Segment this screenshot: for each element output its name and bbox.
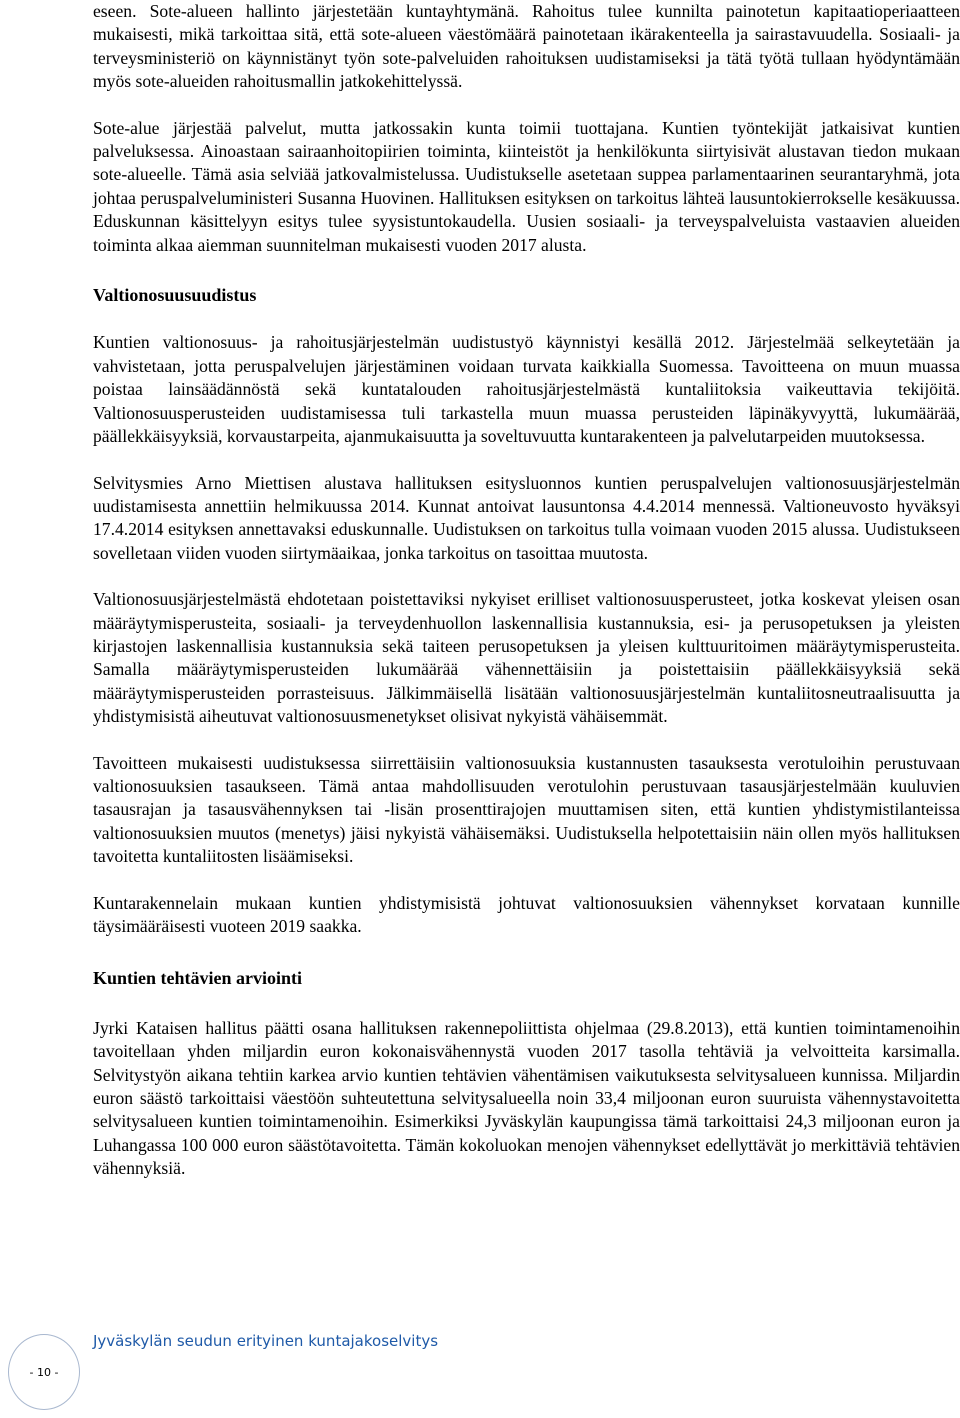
paragraph: eseen. Sote-alueen hallinto järjestetään kuntayhtymänä. Rahoitus tulee kunnilta painotetun kapitaatioperiaatteen mukaisesti, mikä tarkoittaa sitä, että sote-alueen väestömäärä painotetaan ikärakenteella ja sairastavuudella. Sosiaali- ja terveysministeriö on käynnistänyt työn sote-palveluiden rahoituksen uudistamiseksi ja tätä työtä tullaan hyödyntämään myös sote-alueiden rahoitusmallin jatkokehittelyssä. (93, 1, 960, 92)
page-number: - 10 - (29, 1365, 59, 1379)
paragraph: Kuntarakennelain mukaan kuntien yhdistymisistä johtuvat valtionosuuksien vähennykset korvataan kunnille täysimääräisesti vuoteen 2019 saakka. (93, 892, 960, 936)
section-heading-valtionosuusuudistus: Valtionosuusuudistus (93, 285, 257, 306)
section-heading-kuntien-tehtavien-arviointi: Kuntien tehtävien arviointi (93, 968, 303, 989)
paragraph: Sote-alue järjestää palvelut, mutta jatkossakin kunta toimii tuottajana. Kuntien työntekijät jatkaisivat kuntien palveluksessa. Ainoastaan sairaanhoitopiirien toiminta, kiinteistöt ja henkilökunta siirtyisivät alustavan tiedon mukaan sote-alueelle. Tämä asia selviää jatkovalmistelussa. Uudistukselle asetetaan suppea parlamentaarinen seurantaryhmä, jota johtaa peruspalveluministeri Susanna Huovinen. Hallituksen esityksen on tarkoitus lähteä lausuntokierrokselle kesäkuussa. Eduskunnan käsittelyyn esitys tulee syysistuntokaudella. Uusien sosiaali- ja terveyspalveluista vastaavien alueiden toiminta alkaa aiemman suunnitelman mukaisesti vuoden 2017 alusta. (93, 117, 960, 255)
paragraph: Valtionosuusjärjestelmästä ehdotetaan poistettaviksi nykyiset erilliset valtionosuusperusteet, jotka koskevat yleisen osan määräytymisperusteita, sosiaali- ja terveydenhuollon laskennallisia kustannuksia, esi- ja perusopetuksen ja yleisten kirjastojen laskennallisia kustannuksia sekä taiteen perusopetuksen ja yleisen kulttuuritoimen määräytymisperusteita. Samalla määräytymisperusteiden lukumäärää vähennettäisiin ja poistettaisiin päällekkäisyyksiä sekä määräytymisperusteiden porrasteisuus. Jälkimmäisellä lisätään valtionosuusjärjestelmän kuntaliitosneutraalisuutta ja yhdistymisistä aiheutuvat valtionosuusmenetykset olisivat nykyistä vähäisemmät. (93, 589, 960, 727)
paragraph: Selvitysmies Arno Miettisen alustava hallituksen esitysluonnos kuntien peruspalvelujen valtionosuusjärjestelmän uudistamisesta annettiin helmikuussa 2014. Kunnat antoivat lausuntonsa 4.4.2014 mennessä. Valtioneuvosto hyväksyi 17.4.2014 esityksen annettavaksi eduskunnalle. Uudistuksen on tarkoitus tulla voimaan vuoden 2015 alussa. Uudistukseen sovelletaan viiden vuoden siirtymäaikaa, jonka tarkoitus on tasoittaa muutosta. (93, 472, 960, 563)
paragraph: Kuntien valtionosuus- ja rahoitusjärjestelmän uudistustyö käynnistyi kesällä 2012. Järjestelmää selkeytetään ja vahvistetaan, jotta peruspalvelujen järjestäminen voidaan turvata kaikkialla Suomessa. Tavoitteena on muun muassa poistaa lainsäädännöstä sekä kuntatalouden rahoitusjärjestelmästä kuntaliitoksia vaikeuttavia tekijöitä. Valtionosuusperusteiden uudistamisessa tuli tarkastella muun muassa perusteiden läpinäkyvyyttä, lukumäärää, päällekkäisyyksiä, korvaustarpeita, ajanmukaisuutta ja soveltuvuutta kuntarakenteen ja palvelutarpeiden muutoksessa. (93, 332, 960, 447)
paragraph: Jyrki Kataisen hallitus päätti osana hallituksen rakennepoliittista ohjelmaa (29.8.2013), että kuntien toimintamenoihin tavoitellaan yhden miljardin euron kokonaisvähennystä vuoden 2017 tasolla tehtäviä ja velvoitteita karsimalla. Selvitystyön aikana tehtiin karkea arvio kuntien tehtävien vähentämisen vaikutuksesta selvitysalueen kunnissa. Miljardin euron säästö tarkoittaisi väestöön suhteutettuna selvitysalueella noin 33,4 miljoonan euron suuruista vähennystavoitetta selvitysalueen kuntien toimintamenoihin. Esimerkiksi Jyväskylän kaupungissa tämä tarkoittaisi 24,3 miljoonan euron ja Luhangassa 100 000 euron säästötavoitetta. Tämän kokoluokan menojen vähennykset edellyttävät jo merkittäviä tehtävien vähennyksiä. (93, 1017, 960, 1179)
page-number-badge (8, 1334, 80, 1410)
footer-title: Jyväskylän seudun erityinen kuntajakoselvitys (93, 1332, 439, 1350)
paragraph: Tavoitteen mukaisesti uudistuksessa siirrettäisiin valtionosuuksia kustannusten tasauksesta verotuloihin perustuvaan valtionosuuksien tasaukseen. Tämä antaa mahdollisuuden verotulohin perustuvaan tasausjärjestelmään kuuluvien tasausrajan ja tasausvähennyksen tai -lisän prosenttirajojen muuttamisen siten, että kuntien yhdistymistilanteissa valtionosuuksien muutos (menetys) jäisi nykyistä vähäisemäksi. Uudistuksella helpotettaisiin näin ollen myös hallituksen tavoitetta kuntaliitosten lisäämiseksi. (93, 752, 960, 867)
document-body (93, 0, 960, 1181)
